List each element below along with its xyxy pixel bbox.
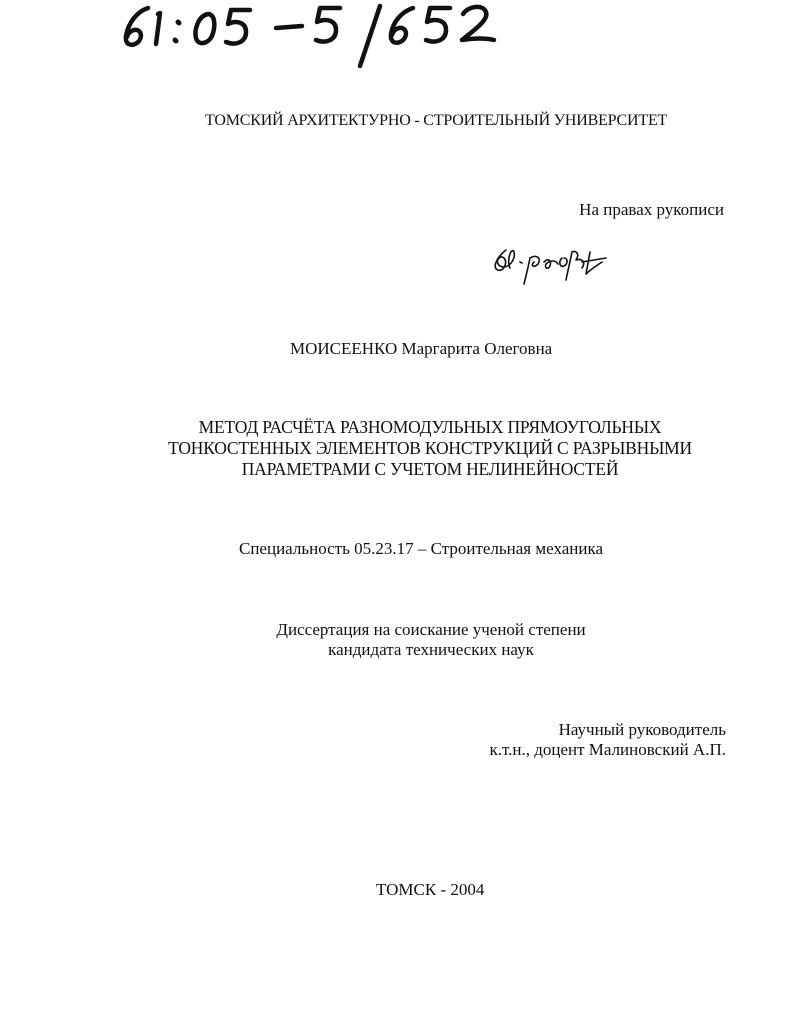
title-line: ПАРАМЕТРАМИ С УЧЕТОМ НЕЛИНЕЙНОСТЕЙ (241, 459, 619, 479)
handwritten-signature (486, 240, 611, 290)
degree-line: Диссертация на соискание ученой степени (276, 620, 586, 639)
specialty: Специальность 05.23.17 – Строительная механика (239, 539, 604, 558)
university-name: ТОМСКИЙ АРХИТЕКТУРНО - СТРОИТЕЛЬНЫЙ УНИВЕРСИТЕТ (205, 112, 668, 129)
title-line: МЕТОД РАСЧЁТА РАЗНОМОДУЛЬНЫХ ПРЯМОУГОЛЬНЫХ (198, 417, 662, 437)
manuscript-note: На правах рукописи (579, 200, 724, 219)
supervisor-line: Научный руководитель (558, 720, 726, 739)
city-year: ТОМСК - 2004 (376, 880, 485, 899)
handwritten-archive-number (118, 0, 508, 72)
title-line: ТОНКОСТЕННЫХ ЭЛЕМЕНТОВ КОНСТРУКЦИЙ С РАЗРЫВНЫМИ (168, 438, 692, 458)
supervisor-line: к.т.н., доцент Малиновский А.П. (489, 740, 726, 759)
scientific-supervisor (489, 720, 726, 760)
degree-line: кандидата технических наук (328, 640, 534, 659)
author-name: МОИСЕЕНКО Маргарита Олеговна (290, 339, 553, 358)
dissertation-title (0, 417, 799, 480)
degree-statement (0, 620, 799, 660)
